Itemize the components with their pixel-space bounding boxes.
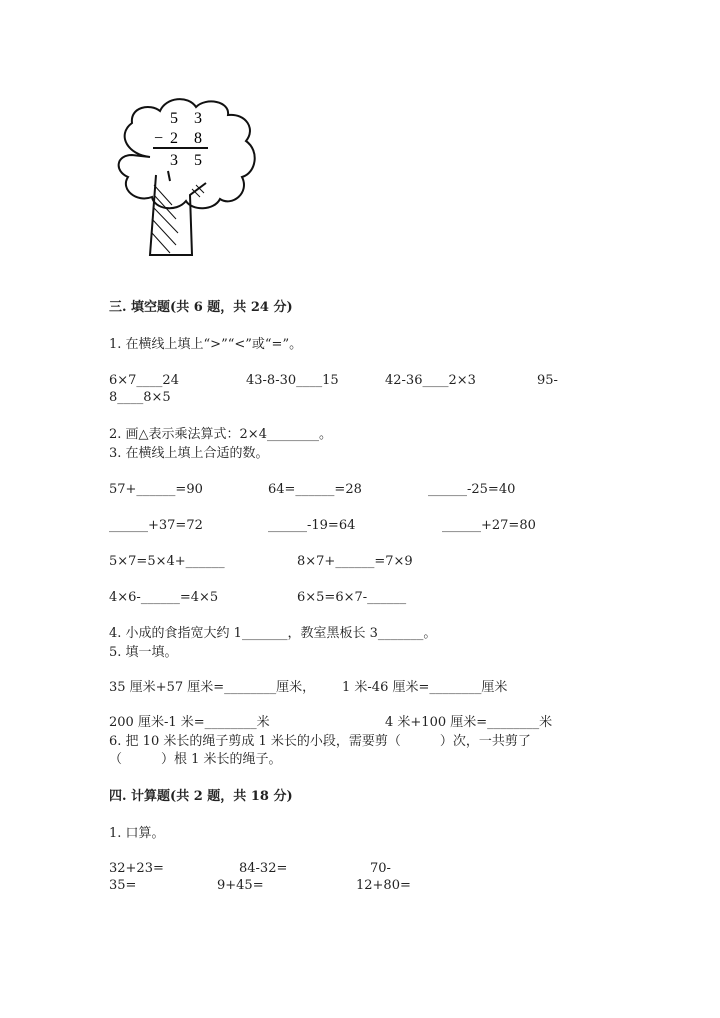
q3-item: 4×6-______=4×5: [109, 590, 219, 605]
q3-item: 8×7+______=7×9: [297, 554, 413, 569]
oral-item: 70-: [370, 861, 391, 876]
q4-prompt: 4. 小成的食指宽大约 1_______，教室黑板长 3_______。: [109, 626, 437, 641]
figure-mid-tens: 2: [170, 130, 178, 147]
oral-item: 84-32=: [239, 861, 288, 876]
q1-item: 43-8-30____15: [246, 373, 339, 388]
section4-title: 四. 计算题(共 2 题，共 18 分): [109, 789, 293, 804]
figure-top-ones: 3: [194, 110, 202, 127]
figure-minus: −: [154, 130, 164, 147]
s4-q1-prompt: 1. 口算。: [109, 826, 165, 841]
tree-crown: [119, 99, 255, 208]
figure-result-tens: 3: [170, 152, 178, 169]
figure-result-ones: 5: [194, 152, 202, 169]
section3-title: 三. 填空题(共 6 题，共 24 分): [109, 300, 293, 315]
q5-item: 200 厘米-1 米=________米: [109, 715, 270, 730]
q3-item: ______+37=72: [109, 518, 203, 533]
q5-item: 1 米-46 厘米=________厘米: [342, 680, 508, 695]
q5-item: 35 厘米+57 厘米=________厘米，: [109, 680, 316, 695]
q3-item: ______+27=80: [442, 518, 536, 533]
q3-prompt: 3. 在横线上填上合适的数。: [109, 446, 269, 461]
q1-item: 6×7____24: [109, 373, 179, 388]
q6-line1: 6. 把 10 米长的绳子剪成 1 米长的小段，需要剪（ ）次，一共剪了: [109, 734, 531, 749]
q1-prompt: 1. 在横线上填上“>”“<”或“=”。: [109, 337, 303, 352]
q3-item: 57+______=90: [109, 482, 203, 497]
oral-item: 35=: [109, 878, 137, 893]
q3-item: 6×5=6×7-______: [297, 590, 407, 605]
q1-item: 8____8×5: [109, 390, 171, 405]
q1-item: 95-: [537, 373, 558, 388]
figure-mid-ones: 8: [194, 130, 202, 147]
oral-item: 9+45=: [217, 878, 264, 893]
q1-item: 42-36____2×3: [385, 373, 476, 388]
q3-item: 64=______=28: [268, 482, 362, 497]
q5-item: 4 米+100 厘米=________米: [385, 715, 553, 730]
oral-item: 12+80=: [356, 878, 411, 893]
figure-top-tens: 5: [170, 110, 178, 127]
oral-item: 32+23=: [109, 861, 164, 876]
q5-prompt: 5. 填一填。: [109, 645, 178, 660]
q3-item: ______-19=64: [268, 518, 356, 533]
q3-item: 5×7=5×4+______: [109, 554, 225, 569]
q2-prompt: 2. 画△表示乘法算式：2×4________。: [109, 427, 332, 442]
q6-line2: （ ）根 1 米长的绳子。: [109, 752, 282, 767]
tree-subtraction-figure: [110, 95, 260, 260]
q3-item: ______-25=40: [428, 482, 516, 497]
